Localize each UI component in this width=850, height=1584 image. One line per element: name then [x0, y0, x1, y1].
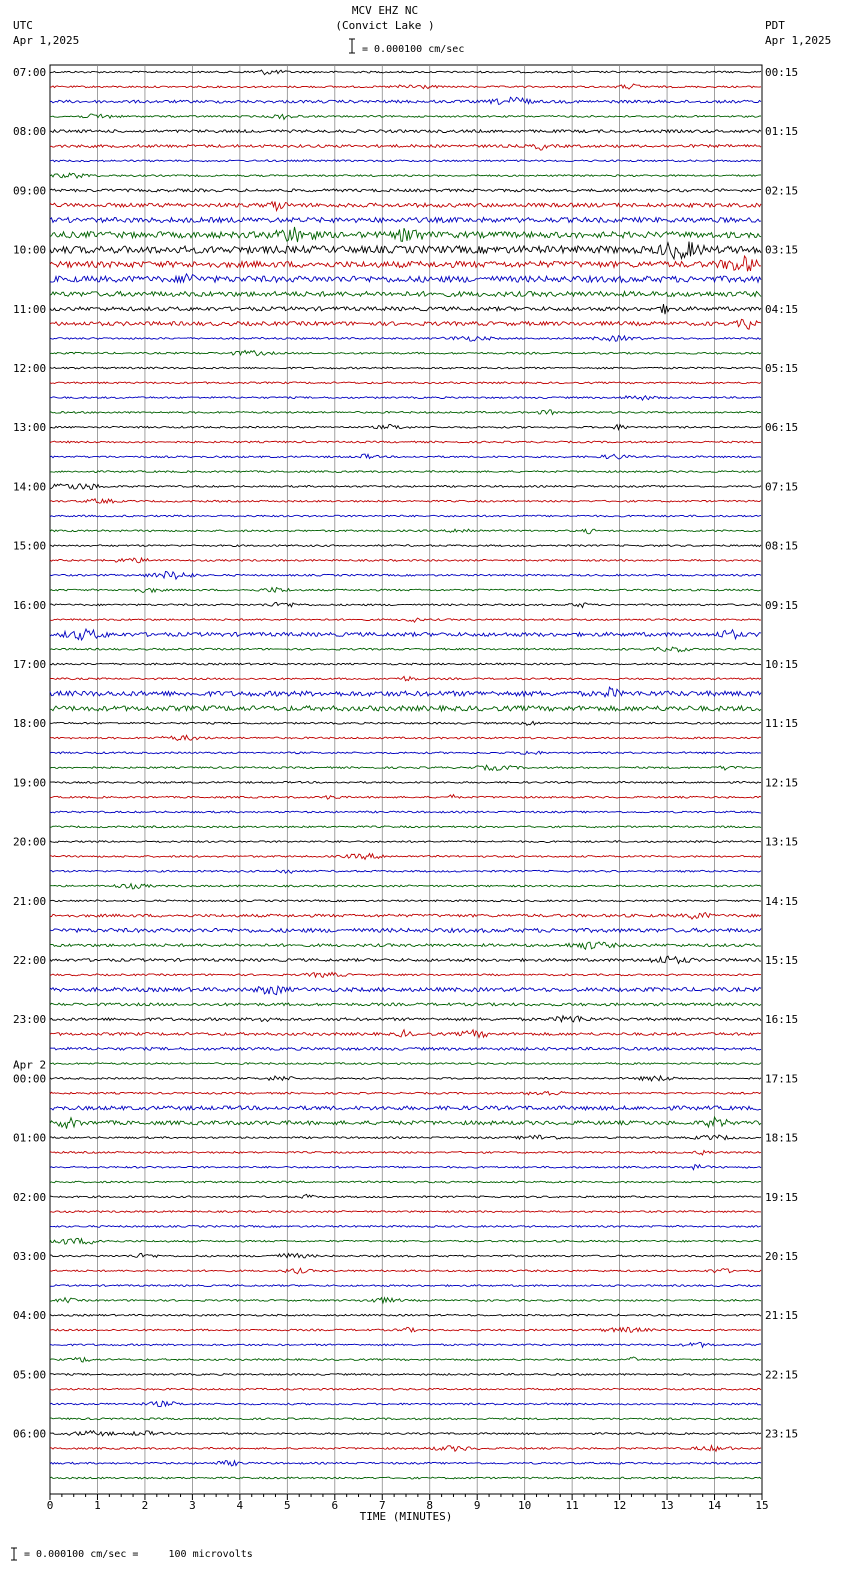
x-tick-label: 7: [378, 1499, 386, 1512]
left-hour-label: 19:00: [13, 776, 47, 790]
right-hour-label: 00:15: [765, 66, 799, 79]
trace-line: [50, 870, 761, 873]
trace-line: [50, 1314, 761, 1316]
x-tick-label: 9: [473, 1499, 481, 1512]
trace-line: [50, 1135, 761, 1140]
right-hour-label: 14:15: [765, 894, 799, 908]
trace-line: [50, 227, 761, 242]
trace-line: [50, 1327, 761, 1332]
trace-line: [50, 292, 761, 297]
x-tick-label: 15: [755, 1499, 769, 1512]
trace-line: [50, 319, 761, 329]
right-hour-label: 16:15: [765, 1013, 799, 1027]
trace-line: [50, 1461, 761, 1466]
seismic-traces: [50, 70, 761, 1479]
trace-line: [50, 202, 761, 211]
right-hour-label: 02:15: [765, 184, 799, 198]
footer-scale-note: = 0.000100 cm/sec = 100 microvolts: [24, 1549, 253, 1560]
trace-line: [50, 1253, 761, 1258]
right-hour-label: 09:15: [765, 598, 799, 612]
trace-line: [50, 441, 761, 443]
trace-line: [50, 618, 761, 622]
trace-line: [50, 735, 761, 740]
left-hour-label: 00:00: [13, 1072, 47, 1086]
trace-line: [50, 765, 761, 770]
right-hour-label: 11:15: [765, 717, 799, 731]
trace-line: [50, 173, 761, 178]
trace-line: [50, 484, 761, 490]
day-change-label: Apr 2: [13, 1058, 47, 1072]
trace-line: [50, 841, 761, 843]
trace-line: [50, 1211, 761, 1213]
x-tick-label: 0: [46, 1499, 54, 1512]
trace-line: [50, 84, 761, 89]
right-hour-label: 20:15: [765, 1250, 799, 1263]
trace-line: [50, 396, 761, 400]
station-location: (Convict Lake ): [335, 19, 435, 32]
left-hour-label: 11:00: [13, 302, 47, 316]
left-hour-label: 06:00: [13, 1427, 47, 1441]
trace-line: [50, 721, 761, 725]
right-hour-label: 06:15: [765, 421, 799, 435]
left-hour-label: 16:00: [13, 598, 47, 612]
left-hour-label: 01:00: [13, 1131, 47, 1145]
x-tick-label: 10: [518, 1499, 532, 1512]
trace-line: [50, 499, 761, 504]
trace-line: [50, 795, 761, 800]
trace-line: [50, 160, 761, 162]
right-hour-label: 15:15: [765, 954, 799, 967]
left-hour-label: 04:00: [13, 1309, 47, 1323]
left-hour-label: 23:00: [13, 1013, 47, 1027]
left-date: Apr 1,2025: [13, 34, 80, 47]
left-hour-label: 05:00: [13, 1368, 47, 1382]
trace-line: [50, 218, 761, 223]
trace-line: [50, 1226, 761, 1228]
left-hour-label: 22:00: [13, 954, 47, 967]
left-hour-label: 20:00: [13, 835, 47, 849]
trace-line: [50, 1181, 761, 1183]
trace-line: [50, 515, 761, 517]
right-hour-label: 07:15: [765, 480, 799, 494]
x-tick-label: 4: [236, 1499, 244, 1512]
x-tick-label: 2: [141, 1499, 149, 1512]
trace-line: [50, 1374, 761, 1376]
right-hour-label: 08:15: [765, 539, 799, 553]
trace-line: [50, 130, 761, 133]
trace-line: [50, 972, 761, 977]
right-hour-label: 17:15: [765, 1072, 799, 1086]
trace-line: [50, 382, 761, 384]
trace-line: [50, 676, 761, 680]
trace-line: [50, 854, 761, 860]
trace-line: [50, 97, 761, 104]
trace-line: [50, 826, 761, 828]
right-hour-label: 12:15: [765, 776, 799, 790]
trace-line: [50, 545, 761, 547]
left-hour-label: 17:00: [13, 658, 47, 671]
left-hour-label: 13:00: [13, 421, 47, 435]
trace-line: [50, 558, 761, 563]
trace-line: [50, 189, 761, 192]
x-tick-label: 3: [189, 1499, 196, 1512]
right-hour-label: 04:15: [765, 302, 799, 316]
trace-line: [50, 1092, 761, 1096]
trace-line: [50, 1047, 761, 1050]
right-hour-label: 03:15: [765, 243, 799, 257]
trace-line: [50, 811, 761, 813]
trace-line: [50, 986, 761, 994]
trace-line: [50, 1194, 761, 1198]
left-hour-label: 10:00: [13, 243, 47, 257]
trace-line: [50, 1446, 761, 1452]
trace-line: [50, 410, 761, 415]
trace-line: [50, 1165, 761, 1170]
station-title: MCV EHZ NC: [351, 4, 419, 17]
trace-line: [50, 706, 761, 711]
left-hour-label: 07:00: [13, 66, 47, 79]
trace-line: [50, 942, 761, 949]
trace-line: [50, 647, 761, 652]
trace-line: [50, 1342, 761, 1347]
trace-line: [50, 1388, 761, 1390]
trace-line: [50, 256, 761, 271]
trace-line: [50, 114, 761, 119]
trace-line: [50, 336, 761, 342]
trace-line: [50, 1238, 761, 1244]
right-hour-label: 13:15: [765, 835, 799, 849]
trace-line: [50, 928, 761, 932]
trace-line: [50, 687, 761, 697]
trace-line: [50, 1030, 761, 1038]
x-tick-label: 14: [707, 1499, 722, 1512]
x-tick-label: 13: [660, 1499, 674, 1512]
trace-line: [50, 1401, 761, 1407]
trace-line: [50, 782, 761, 784]
trace-line: [50, 1418, 761, 1420]
x-tick-label: 1: [94, 1499, 101, 1512]
left-hour-label: 08:00: [13, 125, 47, 139]
trace-line: [50, 571, 761, 579]
trace-line: [50, 1268, 761, 1274]
trace-line: [50, 1106, 761, 1110]
trace-line: [50, 1285, 761, 1287]
trace-line: [50, 367, 761, 369]
left-hour-label: 14:00: [13, 480, 47, 494]
right-hour-label: 19:15: [765, 1190, 799, 1204]
scale-bar-icon: [11, 39, 355, 1560]
trace-line: [50, 1016, 761, 1022]
trace-line: [50, 424, 761, 429]
trace-line: [50, 1003, 761, 1006]
trace-line: [50, 145, 761, 151]
trace-line: [50, 1431, 761, 1436]
trace-line: [50, 751, 761, 754]
right-hour-label: 18:15: [765, 1131, 799, 1145]
right-hour-label: 22:15: [765, 1368, 799, 1382]
left-hour-label: 09:00: [13, 184, 47, 198]
x-tick-label: 6: [331, 1499, 339, 1512]
trace-line: [50, 242, 761, 259]
trace-line: [50, 274, 761, 282]
left-hour-label: 02:00: [13, 1190, 47, 1204]
trace-line: [50, 603, 761, 608]
trace-line: [50, 1357, 761, 1362]
right-hour-label: 21:15: [765, 1309, 799, 1323]
trace-line: [50, 913, 761, 920]
right-date: Apr 1,2025: [765, 34, 832, 47]
trace-line: [50, 884, 761, 889]
trace-line: [50, 1076, 761, 1081]
left-hour-label: 18:00: [13, 717, 47, 731]
trace-line: [50, 304, 761, 314]
trace-line: [50, 900, 761, 902]
x-tick-label: 5: [284, 1499, 291, 1512]
left-hour-label: 15:00: [13, 539, 47, 553]
trace-line: [50, 471, 761, 473]
trace-line: [50, 956, 761, 963]
trace-line: [50, 629, 761, 640]
x-tick-label: 12: [612, 1499, 627, 1512]
trace-line: [50, 1298, 761, 1303]
left-hour-label: 03:00: [13, 1250, 47, 1263]
trace-line: [50, 1117, 761, 1129]
x-axis-label: TIME (MINUTES): [359, 1510, 453, 1523]
right-hour-label: 23:15: [765, 1427, 799, 1441]
x-tick-label: 8: [426, 1499, 434, 1512]
left-hour-label: 21:00: [13, 894, 47, 908]
x-tick-label: 11: [565, 1499, 579, 1512]
trace-line: [50, 1477, 761, 1479]
trace-line: [50, 1151, 761, 1156]
left-hour-label: 12:00: [13, 362, 47, 375]
left-timezone: UTC: [13, 19, 33, 32]
trace-line: [50, 454, 761, 459]
trace-line: [50, 663, 761, 665]
trace-line: [50, 529, 761, 534]
trace-line: [50, 1063, 761, 1065]
right-timezone: PDT: [765, 19, 785, 32]
right-hour-label: 10:15: [765, 658, 799, 671]
trace-line: [50, 588, 761, 593]
time-labels: [13, 66, 798, 1523]
scale-label: = 0.000100 cm/sec: [362, 44, 465, 55]
right-hour-label: 05:15: [765, 362, 799, 375]
trace-line: [50, 70, 761, 75]
right-hour-label: 01:15: [765, 125, 799, 139]
trace-line: [50, 351, 761, 356]
